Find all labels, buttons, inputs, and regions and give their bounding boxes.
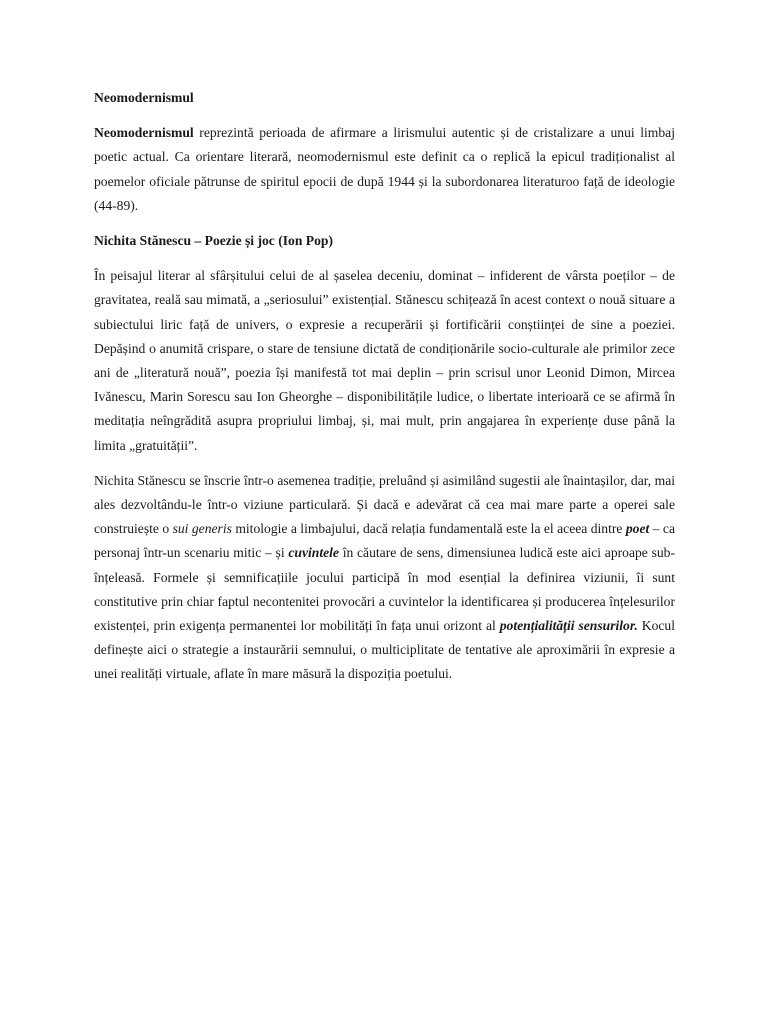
section-title: Nichita Stănescu – Poezie și joc (Ion Pop)	[94, 233, 333, 249]
text-run: – ca personaj într-un scenariu mitic – și	[94, 521, 675, 561]
text-run: Nichita Stănescu se înscrie într-o asemenea tradiție, preluând și asimilând sugestii ale înaintașilor, dar, mai ales dezvoltându-le într-o viziune particulară. Și dacă e adevărat că cea mai mare parte a operei sale construiește o	[94, 472, 675, 537]
emphasis-poet: poet	[625, 521, 650, 537]
text-run: în căutare de sens, dimensiunea ludică este aici aproape sub-înțeleasă. Formele și semnificațiile jocului participă în mod esențial la definirea viziunii, îi sunt constitutive prin chiar faptul necontenitei provocări a cuvintelor la identificarea și producerea înțelesurilor existenței, prin exigența permanentei lor mobilități în fața unui orizont al	[94, 545, 675, 634]
emphasis-sui-generis: sui generis	[172, 521, 232, 537]
intro-lead-term: Neomodernismul	[94, 125, 194, 141]
paragraph-context: În peisajul literar al sfârșitului celui de al șaselea deceniu, dominat – infiderent de vârsta poeților – de gravitatea, reală sau mimată, a „seriosului” existențial. Stănescu schițează în acest context o nouă situare a subiectului liric față de univers, o expresie a recuperării și fortificării conștiinței de sine a poeziei. Depășind o anumită crispare, o stare de tensiune dictată de condiționările socio-culturale ale primilor zece ani de „literatură nouă”, poezia își manifestă tot mai deplin – prin scrisul unor Leonid Dimon, Mircea Ivănescu, Marin Sorescu sau Ion Gheorghe – disponibilitățile ludice, o libertate interioară ce se afirmă în meditația neîngrădită asupra propriului limbaj, și, mai mult, prin angajarea în experiențe duse până la limita „gratuității”.	[94, 268, 675, 453]
text-run: mitologie a limbajului, dacă relația fundamentală este la el aceea dintre	[231, 521, 626, 537]
emphasis-cuvintele: cuvintele	[288, 545, 339, 561]
document-title: Neomodernismul	[94, 90, 194, 105]
intro-text: reprezintă perioada de afirmare a lirismului autentic și de cristalizare a unui limbaj poetic actual. Ca orientare literară, neomodernismul este definit ca o replică la epicul tradiționalist al poemelor oficiale pătrunse de spiritul epocii de după 1944 și la subordonarea literaturoo față de ideologie (44-89).	[94, 125, 675, 213]
paragraph-stanescu	[94, 469, 675, 687]
text-run: Kocul definește aici o strategie a instaurării semnului, o multiciplitate de tentative ale aproximării în expresie a unei realități virtuale, aflate în mare măsură la dispoziția poetului.	[94, 618, 675, 682]
emphasis-potentialitatii: potențialității sensurilor.	[499, 618, 638, 634]
paragraph-intro	[94, 121, 675, 218]
document-page	[94, 86, 675, 698]
